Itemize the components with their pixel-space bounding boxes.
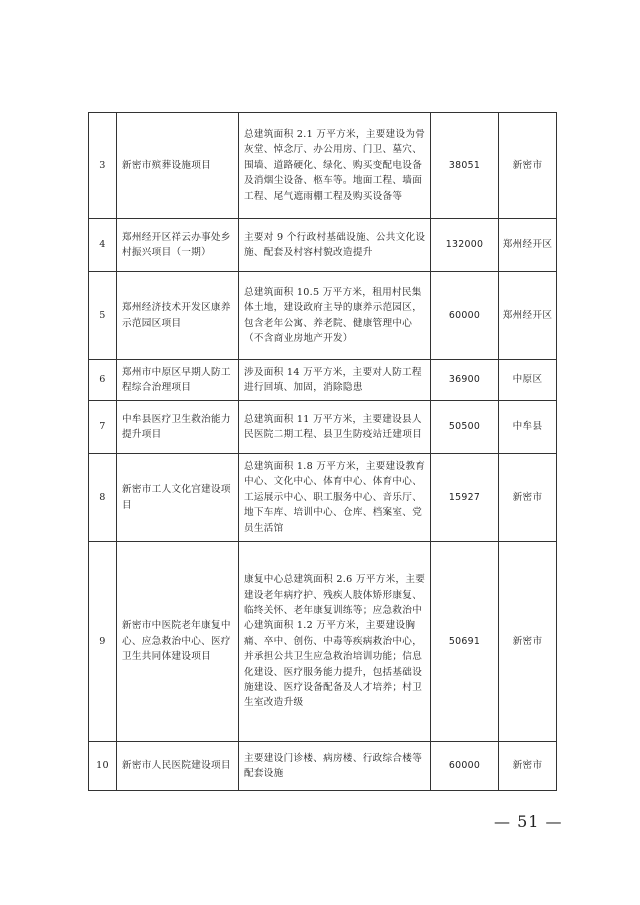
project-content: 总建筑面积 11 万平方米，主要建设县人民医院二期工程、县卫生防疫站迁建项目 (239, 401, 431, 454)
table-row (89, 542, 557, 742)
table-row (89, 219, 557, 272)
investment-amount: 60000 (431, 272, 499, 360)
project-content: 涉及面积 14 万平方米，主要对人防工程进行回填、加固，消除隐患 (239, 360, 431, 401)
region: 新密市 (499, 454, 557, 542)
project-content: 总建筑面积 10.5 万平方米，租用村民集体土地，建设政府主导的康养示范园区，包含老年公寓、养老院、健康管理中心（不含商业房地产开发） (239, 272, 431, 360)
project-content: 主要建设门诊楼、病房楼、行政综合楼等配套设施 (239, 742, 431, 791)
project-table (88, 112, 557, 791)
project-content: 康复中心总建筑面积 2.6 万平方米，主要建设老年病疗护、残疾人肢体矫形康复、临终关怀、老年康复训练等；应急救治中心建筑面积 1.2 万平方米，主要建设胸痛、卒中、创伤、中毒等疾病救治中心，并承担公共卫生应急救治培训功能；信息化建设、医疗服务能力提升，包括基础设施建设、医疗设备配备及人才培养；村卫生室改造升级 (239, 542, 431, 742)
project-name: 新密市殡葬设施项目 (117, 113, 239, 219)
investment-amount: 38051 (431, 113, 499, 219)
row-number: 3 (89, 113, 117, 219)
row-number: 10 (89, 742, 117, 791)
row-number: 9 (89, 542, 117, 742)
project-name: 郑州经济技术开发区康养示范园区项目 (117, 272, 239, 360)
investment-amount: 132000 (431, 219, 499, 272)
investment-amount: 50500 (431, 401, 499, 454)
table-row (89, 742, 557, 791)
table-row (89, 454, 557, 542)
project-content: 主要对 9 个行政村基础设施、公共文化设施、配套及村容村貌改造提升 (239, 219, 431, 272)
region: 中原区 (499, 360, 557, 401)
table-row (89, 272, 557, 360)
region: 新密市 (499, 542, 557, 742)
investment-amount: 15927 (431, 454, 499, 542)
row-number: 5 (89, 272, 117, 360)
table-row (89, 401, 557, 454)
project-content: 总建筑面积 1.8 万平方米，主要建设教育中心、文化中心、体育中心、体育中心、工运展示中心、职工服务中心、音乐厅、地下车库、培训中心、仓库、档案室、党员生活馆 (239, 454, 431, 542)
region: 郑州经开区 (499, 219, 557, 272)
page-number: — 51 — (494, 812, 563, 831)
project-name: 新密市中医院老年康复中心、应急救治中心、医疗卫生共同体建设项目 (117, 542, 239, 742)
table-row (89, 360, 557, 401)
row-number: 8 (89, 454, 117, 542)
project-name: 新密市人民医院建设项目 (117, 742, 239, 791)
project-content: 总建筑面积 2.1 万平方米，主要建设为骨灰堂、悼念厅、办公用房、门卫、墓穴、围墙、道路硬化、绿化、购买变配电设备及消烟尘设备、柩车等。地面工程、墙面工程、尾气遮雨棚工程及购买设备等 (239, 113, 431, 219)
region: 新密市 (499, 742, 557, 791)
investment-amount: 50691 (431, 542, 499, 742)
row-number: 6 (89, 360, 117, 401)
region: 郑州经开区 (499, 272, 557, 360)
region: 新密市 (499, 113, 557, 219)
investment-amount: 36900 (431, 360, 499, 401)
project-name: 新密市工人文化宫建设项目 (117, 454, 239, 542)
project-name: 郑州经开区祥云办事处乡村振兴项目（一期） (117, 219, 239, 272)
project-name: 中牟县医疗卫生救治能力提升项目 (117, 401, 239, 454)
row-number: 4 (89, 219, 117, 272)
project-name: 郑州市中原区早期人防工程综合治理项目 (117, 360, 239, 401)
table-row (89, 113, 557, 219)
row-number: 7 (89, 401, 117, 454)
region: 中牟县 (499, 401, 557, 454)
investment-amount: 60000 (431, 742, 499, 791)
